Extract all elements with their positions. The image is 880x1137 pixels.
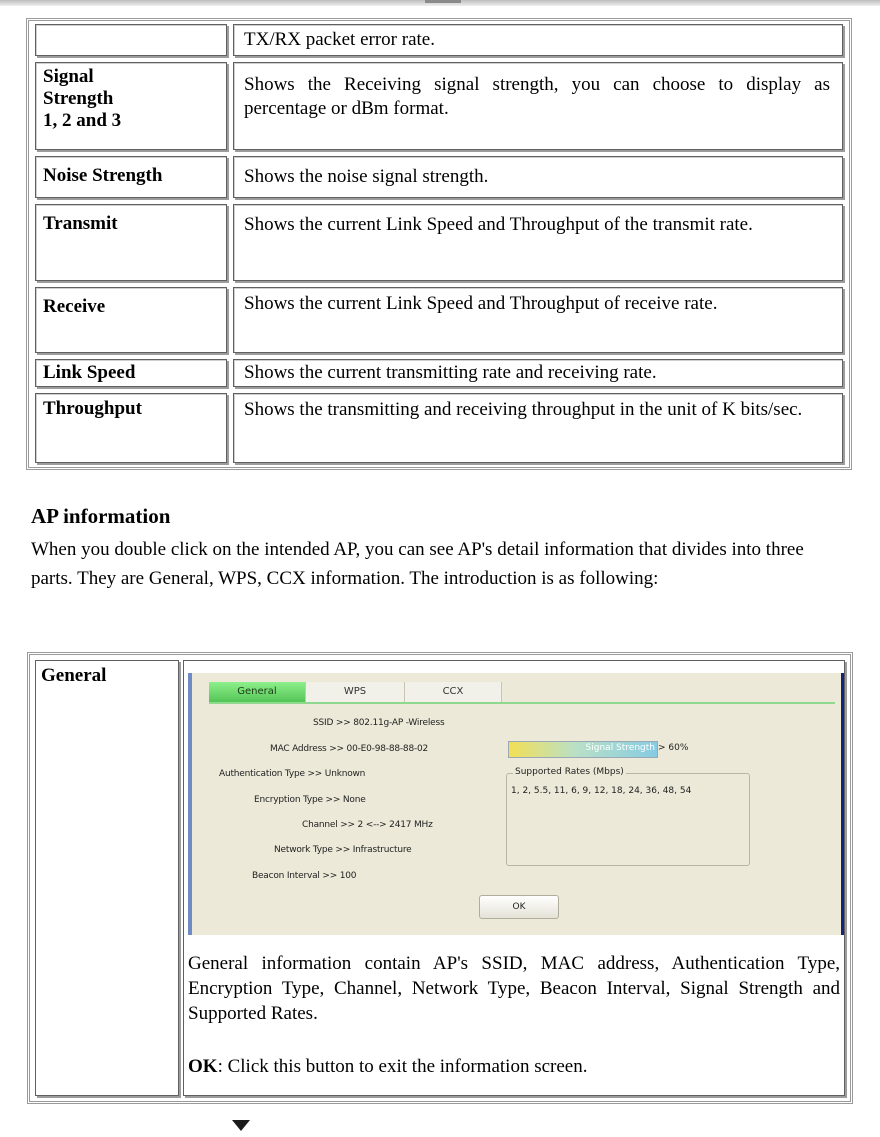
ok-button[interactable]: OK [479, 895, 559, 919]
signal-strength-bar [508, 741, 658, 758]
page-top-edge [0, 0, 880, 6]
encryption-type-field: Encryption Type >> None [254, 795, 366, 805]
table-row [35, 156, 843, 198]
beacon-interval-field: Beacon Interval >> 100 [252, 871, 357, 881]
row-content [183, 660, 845, 1096]
row-label: Link Speed [35, 359, 227, 387]
row-label: Noise Strength [35, 156, 227, 198]
row-label-line: Strength [43, 88, 114, 109]
row-description: Shows the current Link Speed and Throughput of the transmit rate. [233, 204, 843, 281]
table-row [35, 359, 843, 387]
ap-info-dialog-screenshot [188, 673, 844, 935]
tab-underline [209, 702, 835, 704]
supported-rates-group [506, 767, 750, 866]
row-label-line: 1, 2 and 3 [43, 110, 122, 131]
tab-general[interactable]: General [209, 682, 306, 702]
table-row [35, 24, 843, 56]
table-row [35, 62, 843, 150]
section-intro: When you double click on the intended AP, you can see AP's detail information that divides into three parts. They are General, WPS, CCX information. The introduction is as following: [31, 539, 804, 589]
row-label: Throughput [35, 393, 227, 463]
table-row [35, 393, 843, 463]
mac-address-field: MAC Address >> 00-E0-98-88-88-02 [270, 744, 429, 754]
row-description: Shows the current Link Speed and Throughput of receive rate. [233, 287, 843, 353]
general-info-table [27, 652, 853, 1104]
network-type-field: Network Type >> Infrastructure [274, 845, 412, 855]
row-description: TX/RX packet error rate. [233, 24, 843, 56]
ok-term: OK [188, 1056, 218, 1077]
triangle-down-icon [232, 1120, 250, 1131]
status-description-table [26, 18, 852, 470]
section-title: AP information [31, 504, 171, 528]
row-description: Shows the current transmitting rate and receiving rate. [233, 359, 843, 387]
supported-rates-legend: Supported Rates (Mbps) [515, 767, 624, 777]
ok-description: : Click this button to exit the information screen. [217, 1056, 588, 1077]
ssid-field: SSID >> 802.11g-AP -Wireless [313, 718, 445, 728]
authentication-type-field: Authentication Type >> Unknown [219, 769, 366, 779]
page-top-marker [425, 0, 461, 3]
dialog-tabs [209, 682, 502, 702]
supported-rates-value: 1, 2, 5.5, 11, 6, 9, 12, 18, 24, 36, 48, 54 [511, 786, 692, 796]
row-label: Receive [35, 287, 227, 353]
row-description: Shows the transmitting and receiving throughput in the unit of K bits/sec. [233, 393, 843, 463]
signal-strength-value: > 60% [658, 743, 689, 753]
table-row [35, 204, 843, 281]
row-label: Transmit [35, 204, 227, 281]
signal-strength-label: Signal Strength [585, 743, 655, 753]
row-description: Shows the Receiving signal strength, you can choose to display as percentage or dBm format. [233, 62, 843, 150]
tab-wps[interactable]: WPS [306, 682, 405, 702]
general-description: General information contain AP's SSID, MAC address, Authentication Type, Encryption Type, Channel, Network Type, Beacon Interval, Signal Strength and Supported Rates. [188, 953, 840, 1024]
row-label-line: Signal [43, 66, 94, 87]
table-row [35, 287, 843, 353]
tab-ccx[interactable]: CCX [405, 682, 502, 702]
channel-field: Channel >> 2 <--> 2417 MHz [302, 820, 433, 830]
row-label: General [35, 660, 179, 1096]
ok-description-line [188, 1054, 840, 1079]
row-label [35, 62, 227, 150]
row-label [35, 24, 227, 56]
row-description: Shows the noise signal strength. [233, 156, 843, 198]
